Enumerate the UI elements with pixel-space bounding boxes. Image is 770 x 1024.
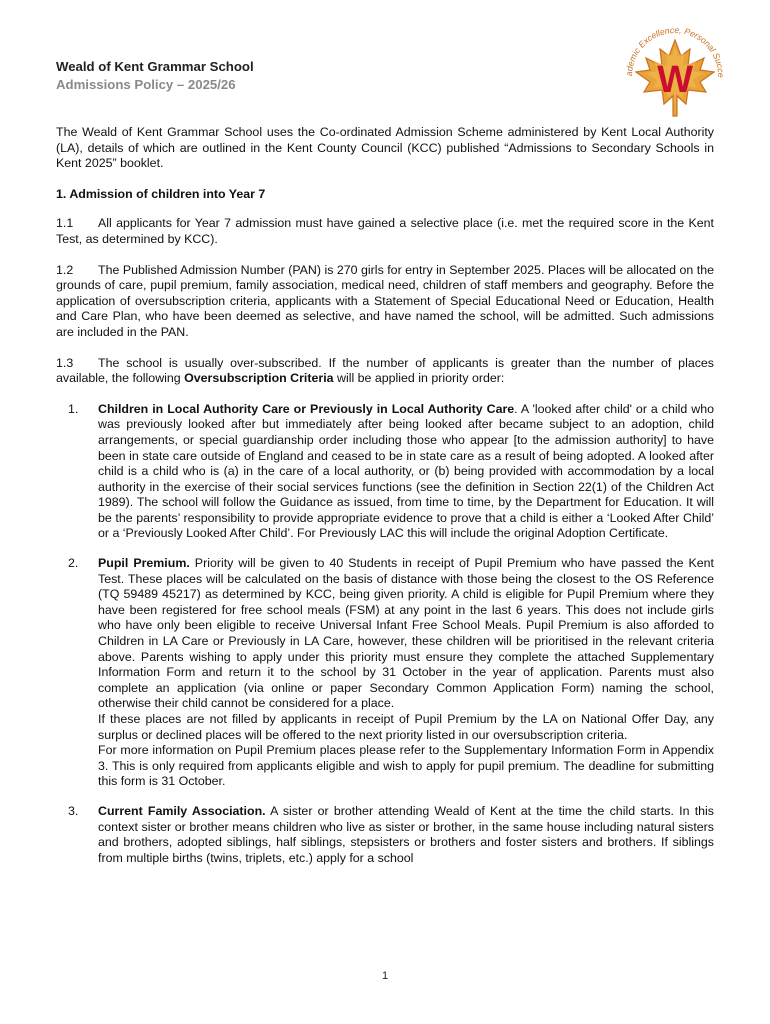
paragraph-text: All applicants for Year 7 admission must have gained a selective place (i.e. met the required score in the Kent Test, as determined by KCC). (56, 216, 714, 246)
paragraph-text: will be applied in priority order: (333, 371, 505, 386)
oversubscription-criteria-term: Oversubscription Criteria (184, 371, 334, 386)
paragraph-1-1 (56, 216, 714, 247)
criteria-item-family-association (68, 803, 714, 866)
document-body (56, 125, 714, 880)
list-number: 1. (68, 401, 79, 416)
list-number: 2. (68, 556, 79, 571)
criteria-title: Current Family Association. (98, 803, 266, 818)
paragraph-text: The Published Admission Number (PAN) is 270 girls for entry in September 2025. Places will be allocated on the grounds of care, pupil premium, family association, medical need, children of staff members and geography. Before the application of oversubscription criteria, applicants with a Statement of Special Educational Need or Education, Health and Care Plan, who have been deemed as selective, and have named the school, will be admitted. Such admissions are included in the PAN. (56, 262, 714, 339)
intro-paragraph: The Weald of Kent Grammar School uses the Co-ordinated Admission Scheme administered by Kent Local Authority (LA), details of which are outlined in the Kent County Council (KCC) published “Admissions to Secondary Schools in Kent 2025” booklet. (56, 125, 714, 171)
page-number: 1 (381, 970, 389, 982)
school-logo (616, 16, 734, 134)
paragraph-1-3 (56, 356, 714, 387)
criteria-extra: For more information on Pupil Premium places please refer to the Supplementary Information Form in Appendix 3. This is only required from applicants eligible and wish to apply for pupil premium. The deadline for submitting this form is 31 October. (98, 743, 714, 789)
criteria-body: A sister or brother attending Weald of Kent at the time the child starts. In this context sister or brother means children who live as sister or brother, in the same house including natural sisters and brothers, adopted siblings, half siblings, stepsisters or brothers and foster sisters and brothers. If siblings from multiple births (twins, triplets, etc.) apply for a school (98, 803, 714, 865)
criteria-item-pupil-premium (68, 556, 714, 790)
criteria-body: . A 'looked after child' or a child who was previously looked after but immediately after being looked after became subject to an adoption, child arrangements, or special guardianship order including those who appear [to the admission authority] to have been in state care outside of England and ceased to be in state care as a result of being adopted. A looked after child is a child who is (a) in the care of a local authority, or (b) being provided with accommodation by a local authority in the exercise of their social services functions (see the definition in Section 22(1) of the Children Act 1989). The school will follow the Guidance as issued, from time to time, by the Department for Education. It will be the parents’ responsibility to provide appropriate evidence to prove that a child is either a ‘Looked After Child’ or a ‘Previously Looked After Child’. For Previously LAC this will include the original Adoption Certificate. (98, 401, 714, 541)
list-number: 3. (68, 803, 79, 818)
criteria-title: Pupil Premium. (98, 556, 190, 571)
paragraph-number: 1.2 (56, 262, 74, 277)
criteria-item-looked-after (68, 401, 714, 542)
policy-title: Admissions Policy – 2025/26 (56, 77, 236, 92)
maple-leaf-logo-icon (616, 16, 734, 134)
logo-letter: W (657, 59, 693, 101)
criteria-list (56, 402, 714, 867)
paragraph-number: 1.3 (56, 355, 74, 370)
school-name: Weald of Kent Grammar School (56, 59, 254, 74)
paragraph-number: 1.1 (56, 216, 74, 231)
criteria-body: Priority will be given to 40 Students in receipt of Pupil Premium who have passed the Kent Test. These places will be calculated on the basis of distance with those being the closest to the OS Reference (TQ 59489 45217) as determined by KCC, being given priority. A child is eligible for Pupil Premium where they have been registered for free school meals (FSM) at any point in the last 6 years. This does not include girls who have only been eligible to receive Universal Infant Free School Meals. Pupil Premium is also afforded to Children in LA Care or Previously in LA Care, however, these children will be prioritised in the relevant criteria above. Parents wishing to apply under this priority must ensure they complete the attached Supplementary Information Form and return it to the school by 31 October in the year of application. Parents must also complete an application (via online or paper Secondary Common Application Form) naming the school, otherwise their child cannot be considered for a place. (98, 556, 714, 711)
paragraph-text: The school is usually over-subscribed. If the number of applicants is greater than the number of places available, the following (56, 355, 714, 386)
section-heading: 1. Admission of children into Year 7 (56, 186, 266, 201)
criteria-title: Children in Local Authority Care or Previously in Local Authority Care (98, 401, 515, 416)
criteria-extra: If these places are not filled by applicants in receipt of Pupil Premium by the LA on National Offer Day, any surplus or declined places will be offered to the next priority listed in our oversubscription criteria. (98, 712, 714, 742)
paragraph-1-2 (56, 263, 714, 341)
logo-motto: ademic Excellence, Personal Succe (623, 24, 727, 78)
document-header (56, 58, 254, 94)
